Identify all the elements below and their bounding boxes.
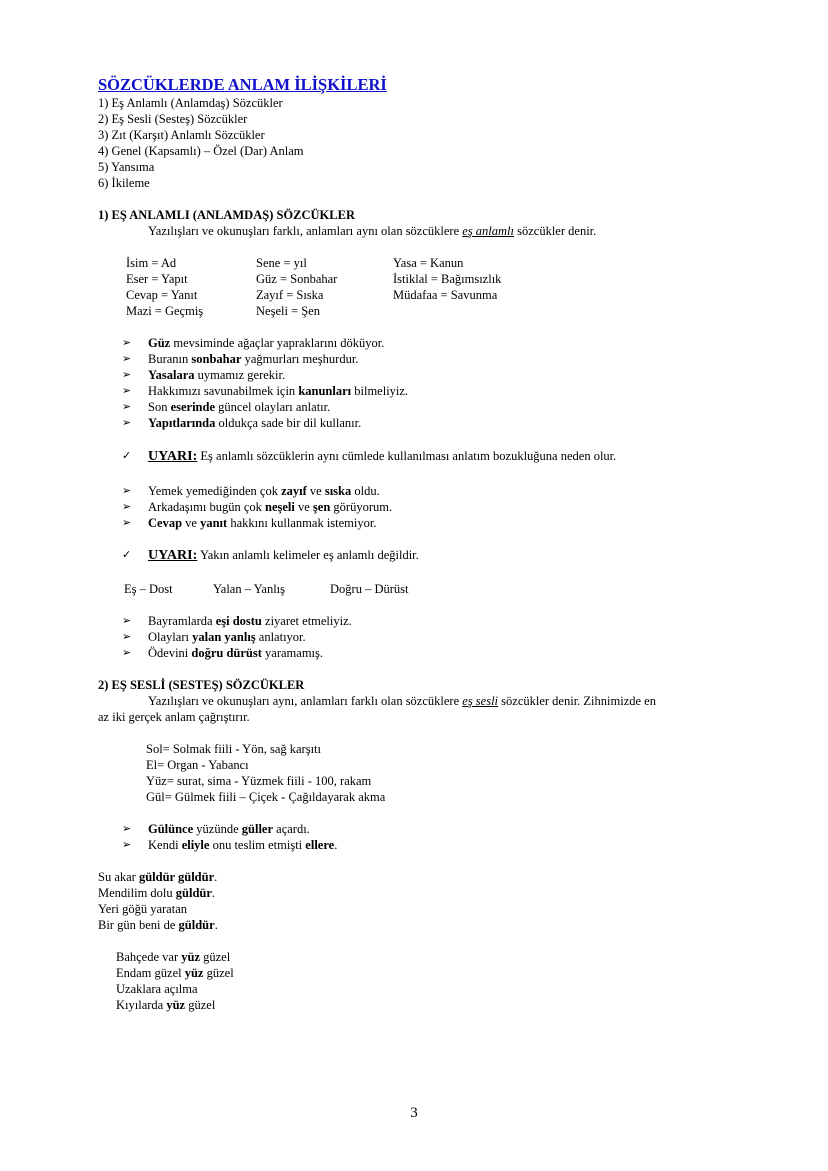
toc-item: 3) Zıt (Karşıt) Anlamlı Sözcükler bbox=[98, 128, 265, 142]
check-icon: ✓ bbox=[122, 548, 132, 561]
section-heading: 2) EŞ SESLİ (SESTEŞ) SÖZCÜKLER bbox=[98, 678, 305, 692]
definition: Yazılışları ve okunuşları farklı, anlamları aynı olan sözcüklere eş anlamlı sözcükler denir. bbox=[148, 224, 597, 238]
homonym-item: Gül= Gülmek fiili – Çiçek - Çağıldayarak akma bbox=[146, 790, 386, 804]
arrow-icon: ➢ bbox=[122, 500, 132, 513]
near-synonym: Eş – Dost bbox=[124, 582, 173, 596]
arrow-icon: ➢ bbox=[122, 336, 132, 349]
definition: Yazılışları ve okunuşları aynı, anlamları farklı olan sözcüklere eş sesli sözcükler denir. Zihnimizde en bbox=[148, 694, 656, 708]
poem-line: Uzaklara açılma bbox=[116, 982, 198, 996]
toc-item: 2) Eş Sesli (Sesteş) Sözcükler bbox=[98, 112, 248, 126]
arrow-icon: ➢ bbox=[122, 484, 132, 497]
poem-line: Yeri göğü yaratan bbox=[98, 902, 187, 916]
arrow-icon: ➢ bbox=[122, 384, 132, 397]
arrow-icon: ➢ bbox=[122, 516, 132, 529]
poem-line: Su akar güldür güldür. bbox=[98, 870, 218, 884]
poem-line: Bir gün beni de güldür. bbox=[98, 918, 218, 932]
arrow-icon: ➢ bbox=[122, 416, 132, 429]
poem-line: Endam güzel yüz güzel bbox=[116, 966, 234, 980]
arrow-icon: ➢ bbox=[122, 838, 132, 851]
toc-item: 6) İkileme bbox=[98, 176, 150, 190]
homonym-item: Yüz= surat, sima - Yüzmek fiili - 100, rakam bbox=[146, 774, 372, 788]
arrow-icon: ➢ bbox=[122, 400, 132, 413]
check-icon: ✓ bbox=[122, 449, 132, 462]
poem-line: Kıyılarda yüz güzel bbox=[116, 998, 216, 1012]
arrow-icon: ➢ bbox=[122, 352, 132, 365]
page-number: 3 bbox=[410, 1105, 418, 1121]
arrow-icon: ➢ bbox=[122, 822, 132, 835]
section-heading: 1) EŞ ANLAMLI (ANLAMDAŞ) SÖZCÜKLER bbox=[98, 208, 355, 222]
homonym-item: Sol= Solmak fiili - Yön, sağ karşıtı bbox=[146, 742, 321, 756]
page-title: SÖZCÜKLERDE ANLAM İLİŞKİLERİ bbox=[98, 75, 387, 94]
near-synonym: Doğru – Dürüst bbox=[330, 582, 409, 596]
arrow-icon: ➢ bbox=[122, 630, 132, 643]
toc-item: 1) Eş Anlamlı (Anlamdaş) Sözcükler bbox=[98, 96, 283, 110]
synonym-column: İsim = Ad Eser = Yapıt Cevap = Yanıt Mazi = Geçmiş bbox=[126, 256, 204, 318]
arrow-icon: ➢ bbox=[122, 368, 132, 381]
near-synonym: Yalan – Yanlış bbox=[213, 582, 286, 596]
homonym-item: El= Organ - Yabancı bbox=[146, 758, 249, 772]
poem-line: Bahçede var yüz güzel bbox=[116, 950, 231, 964]
poem-line: Mendilim dolu güldür. bbox=[98, 886, 216, 900]
arrow-icon: ➢ bbox=[122, 646, 132, 659]
synonym-column: Sene = yıl Güz = Sonbahar Zayıf = Sıska Neşeli = Şen bbox=[256, 256, 338, 318]
definition-cont: az iki gerçek anlam çağrıştırır. bbox=[98, 710, 250, 724]
synonym-column: Yasa = Kanun İstiklal = Bağımsızlık Müdafaa = Savunma bbox=[393, 256, 502, 302]
toc-item: 4) Genel (Kapsamlı) – Özel (Dar) Anlam bbox=[98, 144, 304, 158]
toc-item: 5) Yansıma bbox=[98, 160, 155, 174]
arrow-icon: ➢ bbox=[122, 614, 132, 627]
